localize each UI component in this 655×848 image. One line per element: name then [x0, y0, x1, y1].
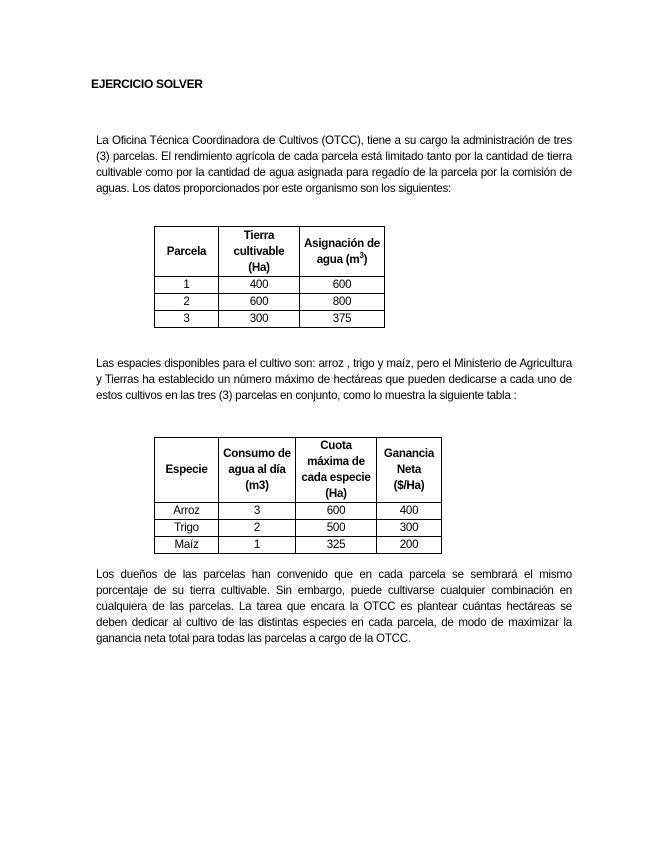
superscript-3: 3 [359, 250, 364, 260]
cell-tierra: 400 [219, 277, 300, 294]
table-row [155, 294, 385, 311]
cell-ganancia: 300 [377, 520, 442, 537]
cell-parcela: 2 [155, 294, 219, 311]
table-header-row [155, 227, 385, 277]
cell-especie: Arroz [155, 503, 219, 520]
header-especie: Especie [155, 438, 219, 503]
cell-cuota: 325 [296, 537, 377, 554]
header-asignacion-agua [300, 227, 385, 277]
parcelas-table [154, 226, 385, 328]
cell-especie: Maíz [155, 537, 219, 554]
cell-tierra: 300 [219, 311, 300, 328]
cell-consumo: 1 [219, 537, 296, 554]
cell-consumo: 3 [219, 503, 296, 520]
header-consumo-agua: Consumo de agua al día (m3) [219, 438, 296, 503]
cell-cuota: 500 [296, 520, 377, 537]
header-asignacion-agua-text: Asignación de agua (m [304, 236, 380, 266]
header-parcela: Parcela [155, 227, 219, 277]
cell-agua: 600 [300, 277, 385, 294]
header-tierra-cultivable: Tierra cultivable (Ha) [219, 227, 300, 277]
especies-table [154, 437, 442, 554]
document-title: EJERCICIO SOLVER [91, 77, 203, 91]
table-row [155, 311, 385, 328]
table-row [155, 503, 442, 520]
cell-ganancia: 400 [377, 503, 442, 520]
intro-paragraph: La Oficina Técnica Coordinadora de Cultivos (OTCC), tiene a su cargo la administración de tres (3) parcelas. El rendimiento agrícola de cada parcela está limitado tanto por la cantidad de tierra cultivable como por la cantidad de agua asignada para regadío de la parcela por la comisión de aguas. Los datos proporcionados por este organismo son los siguientes: [96, 134, 572, 195]
cell-parcela: 1 [155, 277, 219, 294]
closing-paragraph: Los dueños de las parcelas han convenido que en cada parcela se sembrará el mismo porcentaje de su tierra cultivable. Sin embargo, puede cultivarse cualquier combinación en cualquiera de las parcelas. La tarea que encara la OTCC es plantear cuántas hectáreas se deben dedicar al cultivo de las distintas especies en cada parcela, de modo de maximizar la ganancia neta total para todas las parcelas a cargo de la OTCC. [96, 568, 572, 645]
header-cuota-maxima: Cuota máxima de cada especie (Ha) [296, 438, 377, 503]
cell-agua: 800 [300, 294, 385, 311]
header-close-paren: ) [363, 252, 368, 266]
table-row [155, 277, 385, 294]
cell-agua: 375 [300, 311, 385, 328]
cell-consumo: 2 [219, 520, 296, 537]
table-header-row [155, 438, 442, 503]
cell-ganancia: 200 [377, 537, 442, 554]
cell-parcela: 3 [155, 311, 219, 328]
species-paragraph: Las espacies disponibles para el cultivo son: arroz , trigo y maíz, pero el Ministerio de Agricultura y Tierras ha establecido un número máximo de hectáreas que pueden dedicarse a cada uno de estos cultivos en las tres (3) parcelas en conjunto, como lo muestra la siguiente tabla : [96, 357, 572, 402]
table-row [155, 520, 442, 537]
cell-cuota: 600 [296, 503, 377, 520]
cell-especie: Trigo [155, 520, 219, 537]
header-ganancia-neta: Ganancia Neta ($/Ha) [377, 438, 442, 503]
cell-tierra: 600 [219, 294, 300, 311]
table-row [155, 537, 442, 554]
